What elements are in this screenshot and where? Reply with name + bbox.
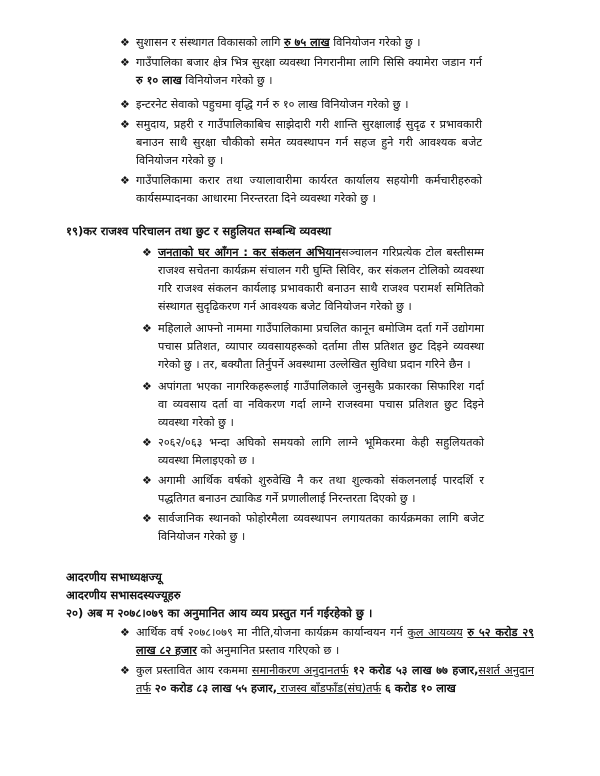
list-item [120,96,476,114]
list-item [142,378,484,432]
list-item [142,320,484,374]
amount-text: १२ करोड ५३ लाख ७७ हजार, [348,664,479,677]
salutation-speaker: आदरणीय सभाध्यक्षज्यू [66,570,162,584]
campaign-title: जनताको घर आँगन : कर संकलन अभियान [158,246,341,259]
bullet-icon: ❖ [120,36,130,49]
bullet-icon: ❖ [142,436,152,449]
list-item [120,662,534,698]
list-item-text: इन्टरनेट सेवाको पहुचमा वृद्धि गर्न रु १० लाख विनियोजन गरेको छु । [136,98,409,111]
salutation-members: आदरणीय सभासदस्यज्यूहरु [66,588,181,602]
list-item-text: विनियोजन गरेको छु । [329,36,421,49]
bullet-icon: ❖ [142,322,152,335]
bullet-icon: ❖ [120,626,130,639]
amount-text: ६ करोड १० लाख [381,682,456,695]
list-item [142,510,484,546]
list-item-text: गाउँपालिका बजार क्षेत्र भित्र सुरक्षा व्यवस्था निगरानीमा लागि सिसि क्यामेरा जडान गर्न [136,56,482,69]
list-item [142,472,484,508]
list-item [120,54,482,90]
list-item [120,172,482,208]
list-item-text: समानीकरण अनुदानतर्फ [251,664,349,677]
amount-text: रु ५२ करोड २९ लाख ८२ हजार [136,626,534,657]
bullet-icon: ❖ [142,246,152,259]
list-item-text: समुदाय, प्रहरी र गाउँपालिकाबिच साझेदारी गरी शान्ति सुरक्षालाई सुदृढ र प्रभावकारी बनाउन साथै सुरक्षा चौकीको समेत व्यवस्थापन गर्न सहज हुने गरी आवश्यक बजेट विनियोजन गरेको छु । [136,118,482,167]
list-item-text: विनियोजन गरेको छु । [181,74,273,87]
bullet-icon: ❖ [142,474,152,487]
list-item-text: अगामी आर्थिक वर्षको शुरुवेखि नै कर तथा शुल्कको संकलनलाई पारदर्शि र पद्धतिगत बनाउन ट्याकिड गर्ने प्रणालीलाई निरन्तरता दिएको छु । [158,474,484,505]
amount-text: रु १० लाख [136,74,182,87]
list-item-text: सशर्त अनुदान तर्फ [136,664,534,695]
bullet-icon: ❖ [120,664,130,677]
amount-text: रु ७५ लाख [283,36,330,49]
list-item [120,624,534,660]
bullet-icon: ❖ [142,512,152,525]
list-item-text: कुल प्रस्तावित आय रकममा [136,664,252,677]
bullet-icon: ❖ [142,380,152,393]
amount-text: २० करोड ८३ लाख ५५ हजार, [151,682,277,695]
section-heading: २०) अब म २०७८।०७९ का अनुमानित आय व्यय प्रस्तुत गर्न गईरहेको छु । [66,606,373,620]
list-item-text: २०६२/०६३ भन्दा अघिको समयको लागि लाग्ने भूमिकरमा केही सहुलियतको व्यवस्था मिलाइएको छ । [158,436,484,467]
bullet-icon: ❖ [120,118,130,131]
bullet-icon: ❖ [120,98,130,111]
list-item-text: सुशासन र संस्थागत विकासको लागि [136,36,284,49]
list-item-text: गाउँपालिकामा करार तथा ज्यालावारीमा कार्यरत कार्यालय सहयोगी कर्मचारीहरुको कार्यसम्पादनका आधारमा निरन्तरता दिने व्यवस्था गरेको छु । [136,174,482,205]
bullet-icon: ❖ [120,56,130,69]
list-item [142,244,484,316]
list-item [142,434,484,470]
list-item-text: अपांगता भएका नागरिकहरूलाई गाउँपालिकाले जुनसुकै प्रकारका सिफारिश गर्दा वा व्यवसाय दर्ता वा नविकरण गर्दा लाग्ने राजस्वमा पचास प्रतिशत छुट दिइने व्यवस्था गरेको छु । [158,380,484,429]
list-item-text: सञ्चालन गरिप्रत्येक टोल बस्तीसम्म राजश्व सचेतना कार्यक्रम संचालन गरी घुम्ति सिविर, कर संकलन टोलिको व्यवस्था गरि राजश्व संकलन कार्यलाइ प्रभावकारी बनाउन साथै राजश्व परामर्श समितिको संस्थागत सुदृढिकरण गर्न आवश्यक बजेट विनियोजन गरेको छु । [158,246,484,313]
list-item-text: आर्थिक वर्ष २०७८।०७९ मा नीति,योजना कार्यक्रम कार्यान्वयन गर्न [136,626,408,639]
list-item-text: सार्वजानिक स्थानको फोहोरमैला व्यवस्थापन लगायतका कार्यक्रमका लागि बजेट विनियोजन गरेको छु । [158,512,484,543]
list-item-text: राजस्व बाँडफाँड(संघ)तर्फ [276,682,382,695]
list-item-text: को अनुमानित प्रस्ताव गरिएको छ । [196,644,340,657]
list-item [120,116,482,170]
list-item-text: कुल आयव्यय [407,626,463,639]
bullet-icon: ❖ [120,174,130,187]
list-item-text: महिलाले आफ्नो नाममा गाउँपालिकामा प्रचलित कानून बमोजिम दर्ता गर्ने उद्योगमा पचास प्रतिशत, व्यापार व्यवसायहरूको दर्तामा तीस प्रतिशत छुट दिइने व्यवस्था गरेको छु । तर, बक्यौता तिर्नुपर्ने अवस्थामा उल्लेखित सुविधा प्रदान गरिने छैन । [158,322,484,371]
section-heading: १९)कर राजश्व परिचालन तथा छुट र सहुलियत सम्बन्धि व्यवस्था [66,224,332,238]
list-item [120,34,476,52]
